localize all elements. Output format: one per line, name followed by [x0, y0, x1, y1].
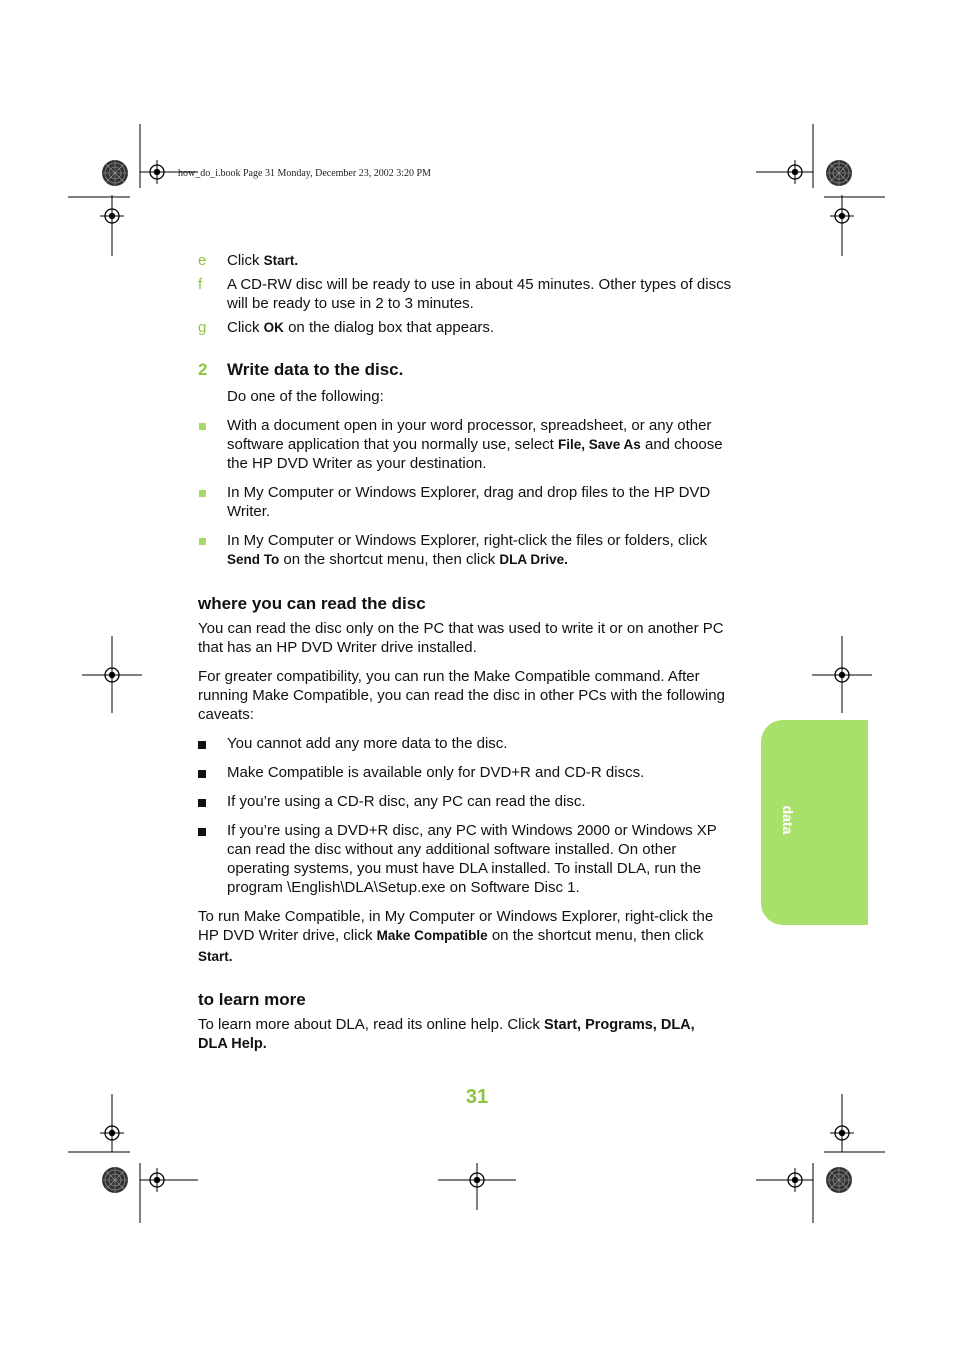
starburst-mark-icon — [826, 160, 852, 186]
option-1-pre: software application that you normally use, select — [227, 436, 559, 453]
starburst-mark-icon — [826, 1167, 852, 1193]
starburst-mark-icon — [102, 160, 128, 186]
caveat-4-line1: If you’re using a DVD+R disc, any PC with Windows 2000 or Windows XP — [227, 822, 717, 839]
step-g-post: on the dialog box that appears. — [283, 319, 495, 336]
caveat-4-line3: operating systems, you must have DLA installed. To install DLA, run the — [227, 860, 702, 877]
read-p2-line2: running Make Compatible, you can read the disc in other PCs with the following — [198, 687, 725, 704]
option-2-line2: Writer. — [227, 503, 271, 520]
read-p1-line1: You can read the disc only on the PC that was used to write it or on another PC — [198, 620, 724, 637]
read-p1-line2: that has an HP DVD Writer drive installed. — [198, 639, 477, 656]
step-f-line2: will be ready to use in 2 to 3 minutes. — [227, 295, 474, 312]
step-e-pre: Click — [227, 252, 264, 269]
option-3-line1: In My Computer or Windows Explorer, right-click the files or folders, click — [227, 532, 708, 549]
option-1-line1: With a document open in your word processor, spreadsheet, or any other — [227, 417, 712, 434]
option-1-post: and choose — [640, 436, 723, 453]
option-1-bold: File, Save As — [558, 437, 641, 452]
read-p3-pre: HP DVD Writer drive, click — [198, 927, 377, 944]
step-2-number: 2 — [198, 360, 208, 379]
step-e-label: e — [198, 252, 207, 269]
read-p3-line3: Start. — [198, 949, 233, 964]
option-3-bold1: Send To — [227, 552, 280, 567]
read-p2-line3: caveats: — [198, 706, 254, 723]
step-g-bold: OK — [263, 320, 284, 335]
option-2-line1: In My Computer or Windows Explorer, drag and drop files to the HP DVD — [227, 484, 711, 501]
option-3-bold2: DLA Drive. — [499, 552, 568, 567]
step-f-label: f — [198, 276, 203, 293]
starburst-mark-icon — [102, 1167, 128, 1193]
caveat-2: Make Compatible is available only for DVD+R and CD-R discs. — [227, 764, 645, 781]
option-3-mid: on the shortcut menu, then click — [279, 551, 500, 568]
book-slug-header: how_do_i.book Page 31 Monday, December 23, 2002 3:20 PM — [178, 168, 431, 179]
read-p3-post: on the shortcut menu, then click — [487, 927, 704, 944]
step-f-line1: A CD-RW disc will be ready to use in about 45 minutes. Other types of discs — [227, 276, 732, 293]
step-g-pre: Click — [227, 319, 264, 336]
caveat-1: You cannot add any more data to the disc. — [227, 735, 508, 752]
learn-pre: To learn more about DLA, read its online help. Click — [198, 1016, 545, 1033]
caveat-4-line4: program \English\DLA\Setup.exe on Software Disc 1. — [227, 879, 580, 896]
option-1-line3: the HP DVD Writer as your destination. — [227, 455, 487, 472]
section-tab-label: data — [780, 805, 796, 835]
read-p2-line1: For greater compatibility, you can run the Make Compatible command. After — [198, 668, 700, 685]
caveat-4-line2: can read the disc without any additional software installed. On other — [227, 841, 677, 858]
step-g-label: g — [198, 319, 207, 336]
read-p3-bold: Make Compatible — [376, 928, 488, 943]
step-2-title: Write data to the disc. — [227, 360, 404, 379]
learn-line2: DLA Help. — [198, 1036, 267, 1052]
step-2-intro: Do one of the following: — [227, 388, 384, 405]
read-section-heading: where you can read the disc — [198, 594, 426, 613]
caveat-3: If you’re using a CD-R disc, any PC can read the disc. — [227, 793, 586, 810]
read-p3-line1: To run Make Compatible, in My Computer or Windows Explorer, right-click the — [198, 908, 714, 925]
page-number: 31 — [465, 1086, 489, 1108]
learn-section-heading: to learn more — [198, 990, 306, 1009]
step-e-bold: Start. — [263, 253, 299, 268]
learn-bold: Start, Programs, DLA, — [544, 1017, 695, 1033]
